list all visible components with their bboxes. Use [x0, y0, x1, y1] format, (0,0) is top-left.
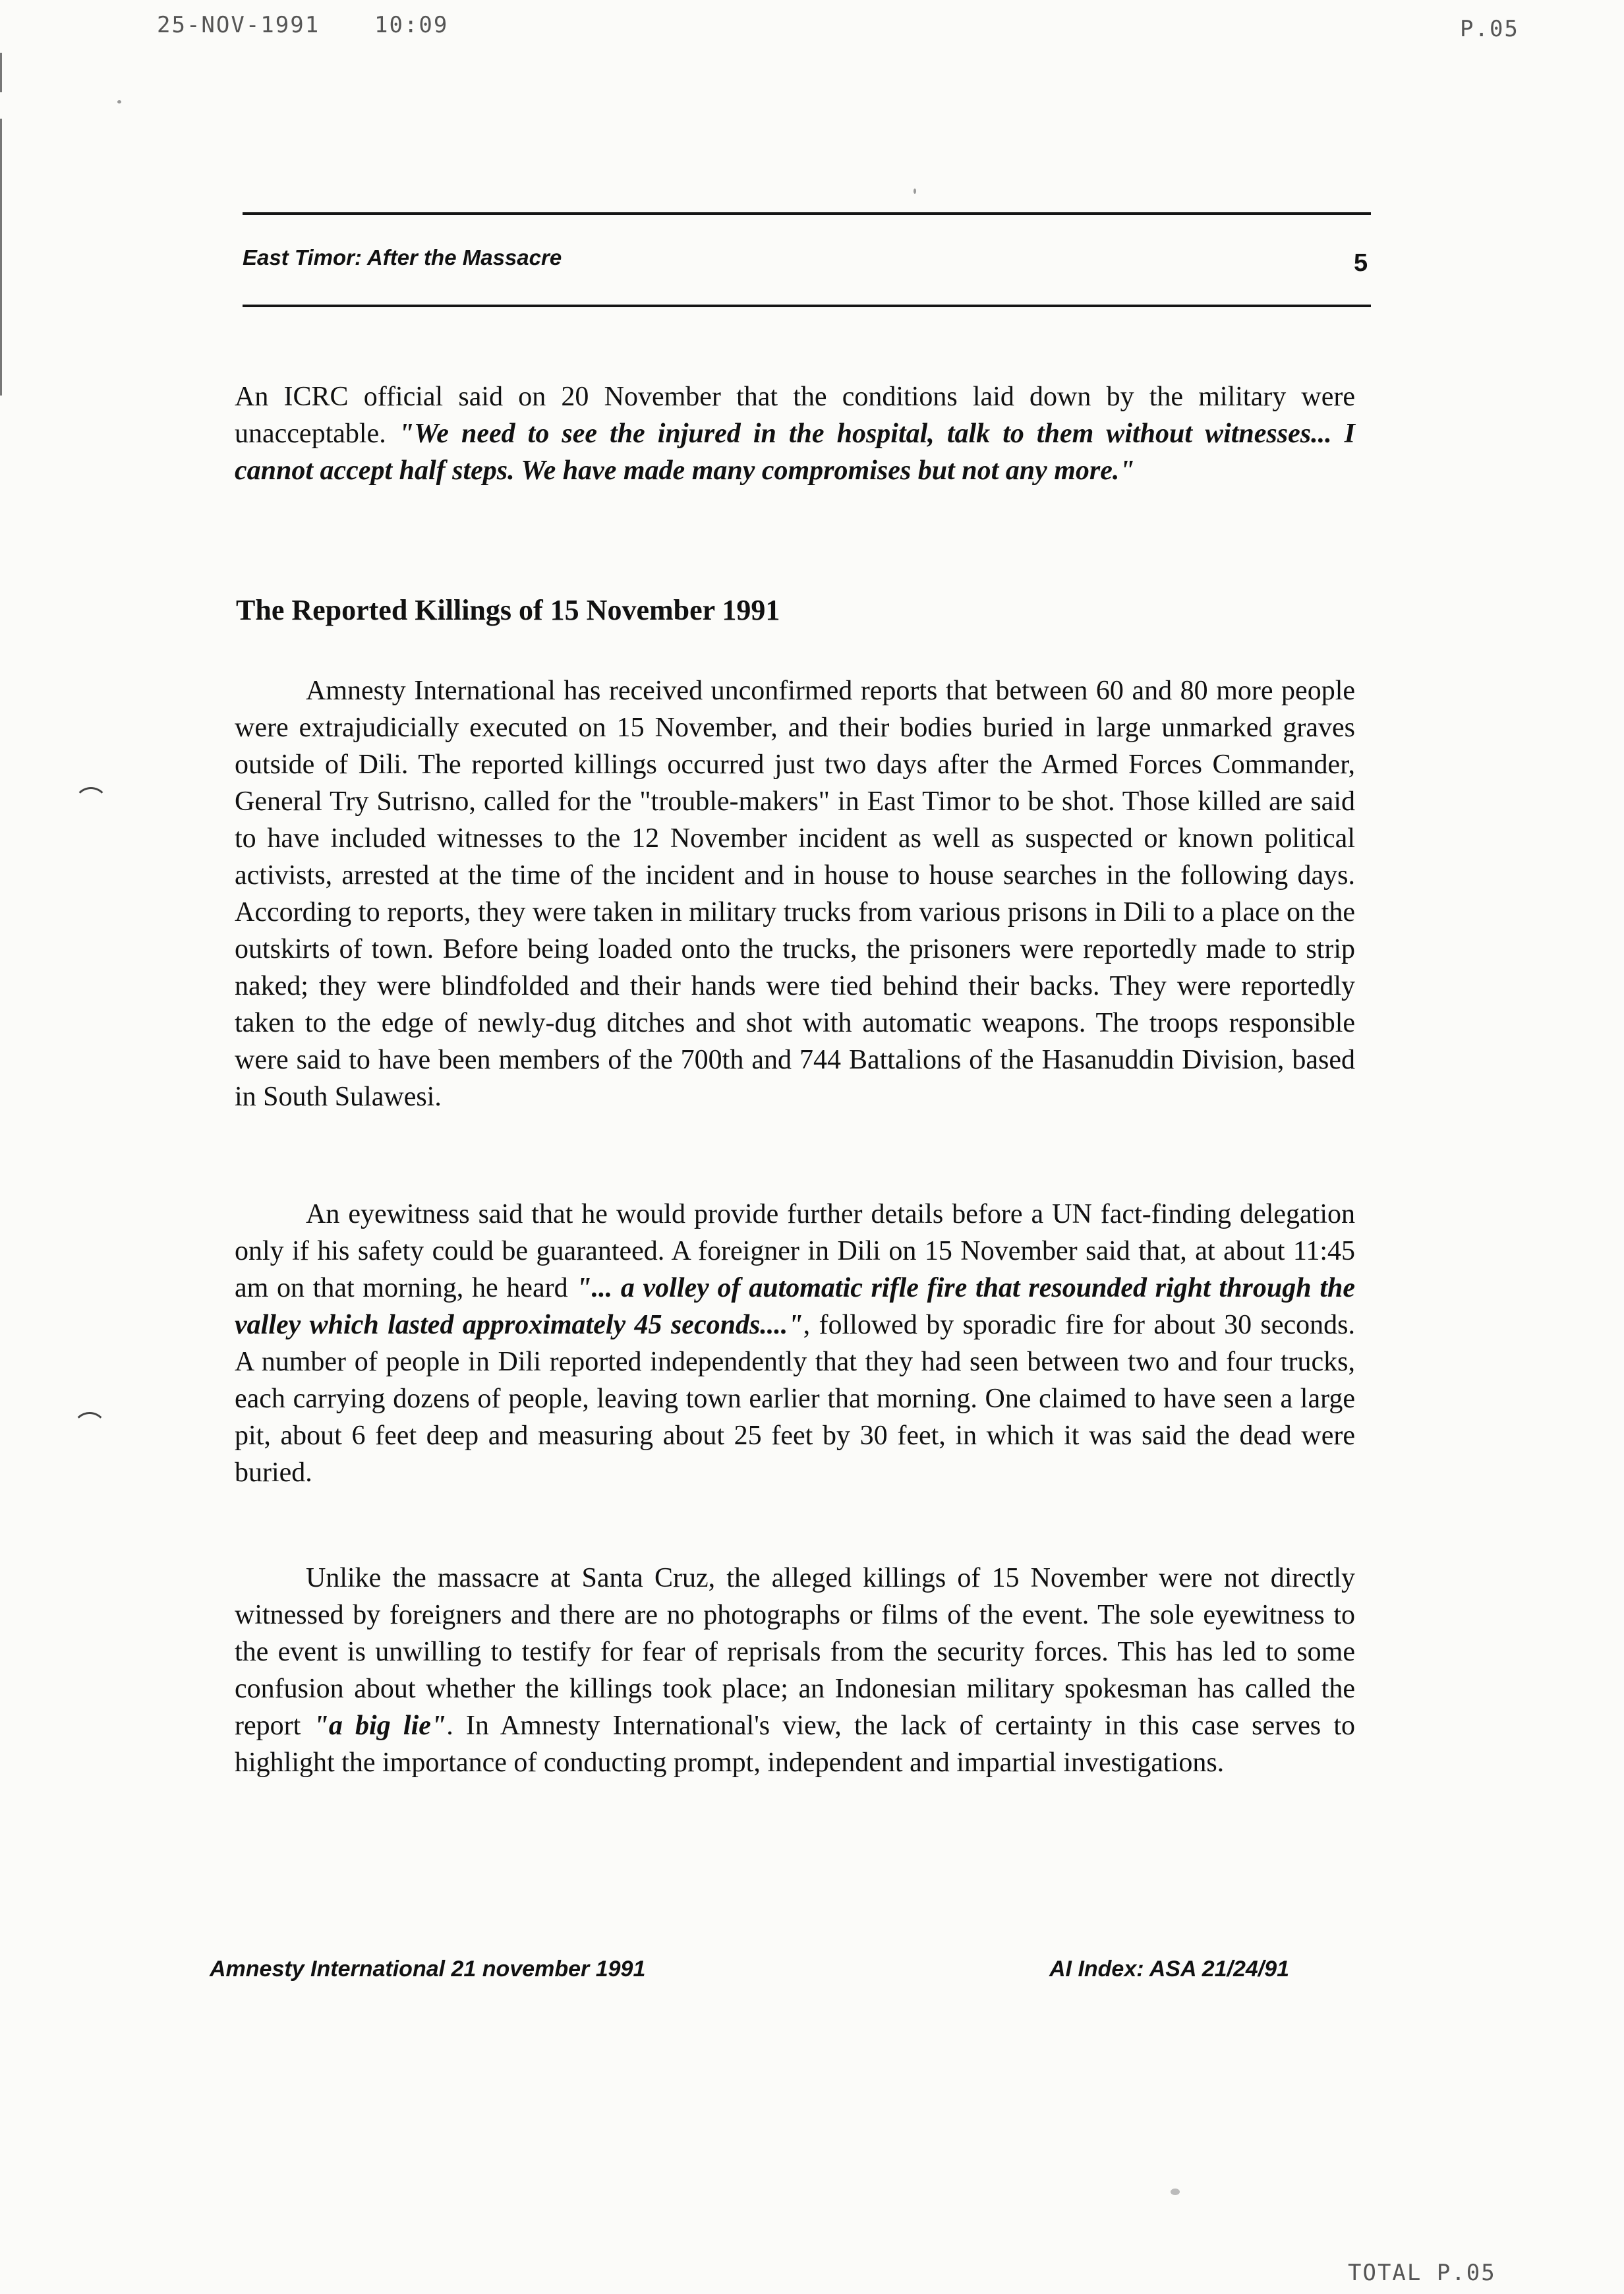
eyewitness-quote: "... a volley of automatic rifle fire that resounded right through the valley which lasted approximately 45 seconds...." — [235, 1273, 1355, 1340]
scan-speck — [1171, 2189, 1180, 2195]
unlike-paragraph — [235, 1560, 1355, 1781]
eyewitness-text: An eyewitness said that he would provide further details before a UN fact-finding delegation only if his safety could be guaranteed. A foreigner in Dili on 15 November said that, at about 11:45 am on that morning, he heard — [235, 1199, 1355, 1303]
eyewitness-paragraph — [235, 1196, 1355, 1491]
footer-index: AI Index: ASA 21/24/91 — [1049, 1956, 1290, 1982]
scan-edge-mark — [0, 53, 2, 92]
unlike-quote: "a big lie" — [313, 1711, 447, 1741]
icrc-paragraph — [235, 378, 1355, 489]
icrc-quote: "We need to see the injured in the hospital, talk to them without witnesses... I cannot accept half steps. We have made many compromises but not any more." — [235, 419, 1355, 486]
fax-time: 10:09 — [374, 12, 449, 38]
scan-speck — [914, 189, 916, 194]
unlike-text: Unlike the massacre at Santa Cruz, the alleged killings of 15 November were not directly witnessed by foreigners and there are no photographs or films of the event. The sole eyewitness to the event is unwilling to testify for fear of reprisals from the security forces. This has led to some confusion about whether the killings took place; an Indonesian military spokesman has called the report — [235, 1563, 1355, 1741]
killings-paragraph: Amnesty International has received unconfirmed reports that between 60 and 80 more people were extrajudicially executed on 15 November, and their bodies buried in large unmarked graves outside of Dili. The reported killings occurred just two days after the Armed Forces Commander, General Try Sutrisno, called for the "trouble-makers" in East Timor to be shot. Those killed are said to have included witnesses to the 12 November incident as well as suspected or known political activists, arrested at the time of the incident and in house to house searches in the following days. According to reports, they were taken in military trucks from various prisons in Dili to a place on the outskirts of town. Before being loaded onto the trucks, the prisoners were reportedly made to strip naked; they were blindfolded and their hands were tied behind their backs. They were reportedly taken to the edge of newly-dug ditches and shot with automatic weapons. The troops responsible were said to have been members of the 700th and 744 Battalions of the Hasanuddin Division, based in South Sulawesi. — [235, 676, 1355, 1112]
scan-speck — [117, 100, 121, 103]
eyewitness-text-end: , followed by sporadic fire for about 30 seconds. A number of people in Dili reported independently that they had seen between two and four trucks, each carrying dozens of people, leaving town earlier that morning. One claimed to have seen a large pit, about 6 feet deep and measuring about 25 feet by 30 feet, in which it was said the dead were buried. — [235, 1310, 1355, 1488]
header-rule-bottom — [243, 305, 1371, 307]
fax-page-number: P.05 — [1460, 16, 1519, 42]
scan-edge-mark — [0, 119, 2, 396]
header-rule-top — [243, 212, 1371, 215]
unlike-text-end: . In Amnesty International's view, the lack of certainty in this case serves to highlight the importance of conducting prompt, independent and impartial investigations. — [235, 1711, 1355, 1778]
scan-arc-mark — [74, 787, 108, 821]
fax-date: 25-NOV-1991 — [157, 12, 320, 38]
fax-total-pages: TOTAL P.05 — [1348, 2260, 1496, 2286]
page-number: 5 — [1354, 249, 1368, 277]
section-heading: The Reported Killings of 15 November 1991 — [236, 594, 780, 626]
scan-arc-mark — [72, 1412, 107, 1446]
icrc-intro: An ICRC official said on 20 November that the conditions laid down by the military were unacceptable. — [235, 382, 1355, 449]
footer-source: Amnesty International 21 november 1991 — [210, 1956, 646, 1982]
running-title: East Timor: After the Massacre — [243, 245, 562, 270]
